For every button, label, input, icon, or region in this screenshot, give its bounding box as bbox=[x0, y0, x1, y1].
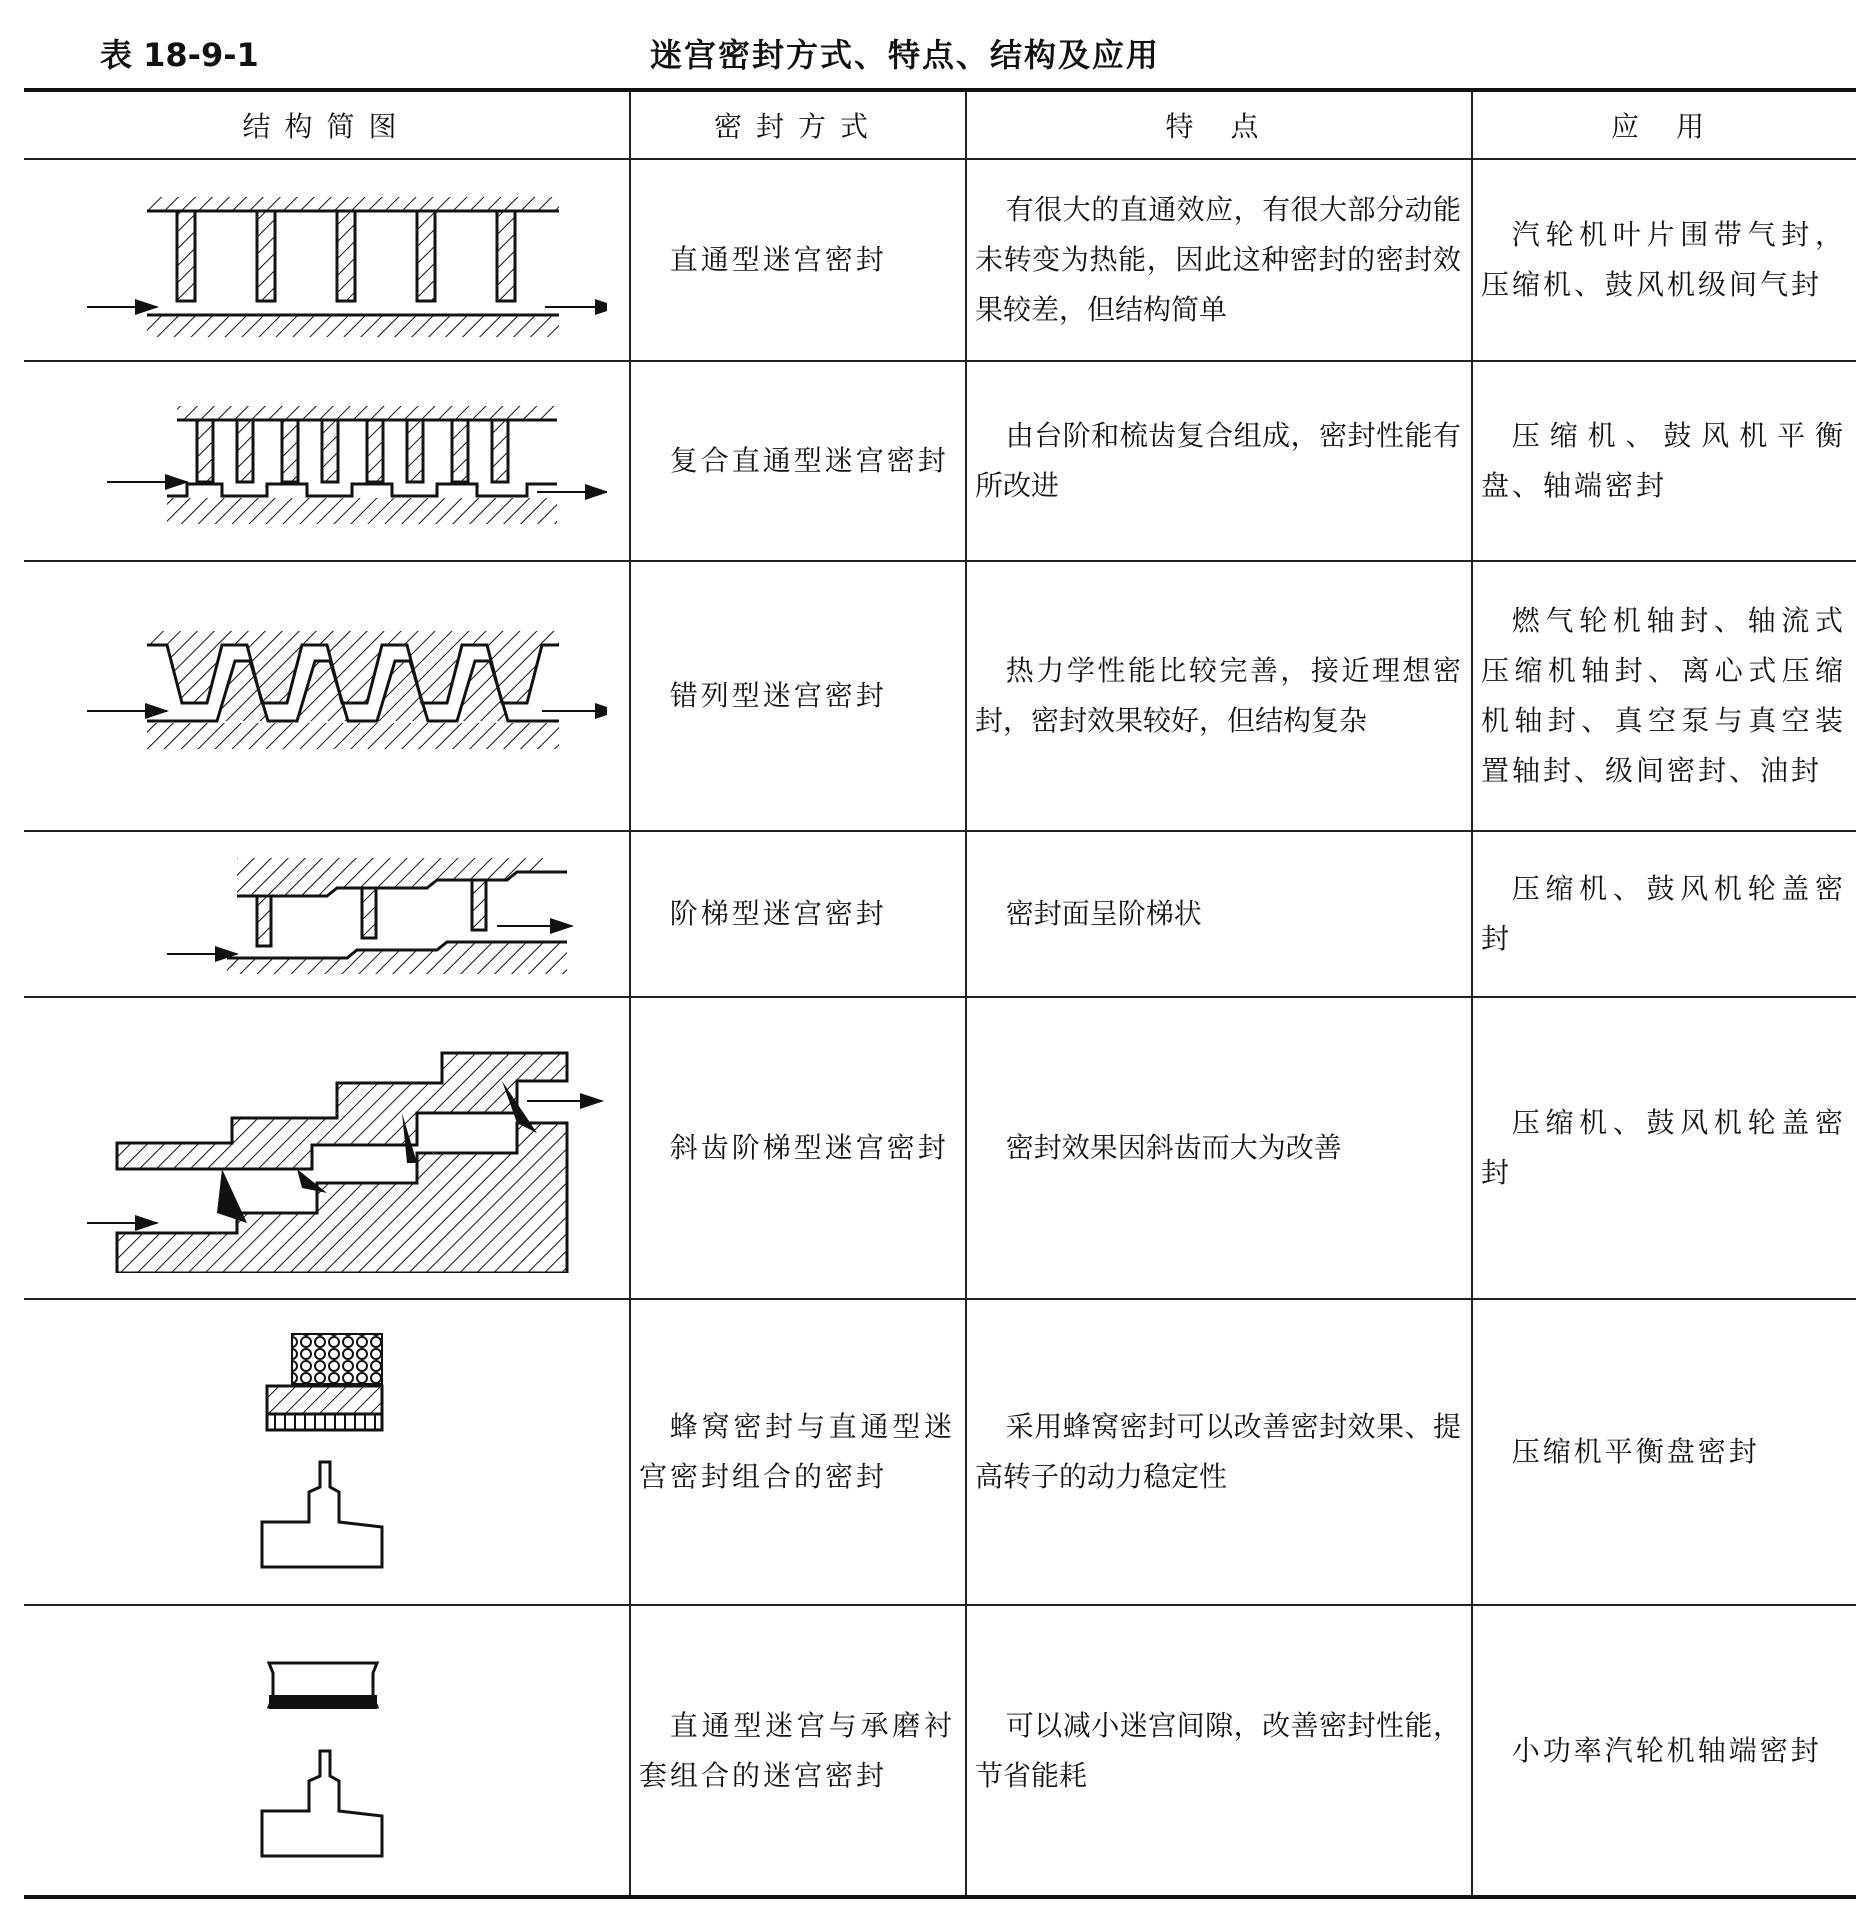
slant-tooth-stepped-labyrinth-diagram bbox=[47, 1023, 607, 1273]
table-row bbox=[24, 561, 1856, 831]
header-method: 密封方式 bbox=[630, 90, 966, 159]
table-row bbox=[24, 159, 1856, 361]
diagram-cell bbox=[24, 997, 630, 1299]
diagram-cell bbox=[24, 1299, 630, 1605]
features-cell: 热力学性能比较完善，接近理想密封，密封效果较好，但结构复杂 bbox=[966, 561, 1472, 831]
table-title: 迷宫密封方式、特点、结构及应用 bbox=[650, 36, 1161, 74]
features-cell: 采用蜂窝密封可以改善密封效果、提高转子的动力稳定性 bbox=[966, 1299, 1472, 1605]
diagram-cell bbox=[24, 361, 630, 561]
table-row bbox=[24, 831, 1856, 997]
method-cell: 错列型迷宫密封 bbox=[630, 561, 966, 831]
features-cell: 可以减小迷宫间隙，改善密封性能，节省能耗 bbox=[966, 1605, 1472, 1897]
method-cell: 直通型迷宫与承磨衬套组合的迷宫密封 bbox=[630, 1605, 966, 1897]
method-cell: 阶梯型迷宫密封 bbox=[630, 831, 966, 997]
application-cell: 小功率汽轮机轴端密封 bbox=[1472, 1605, 1856, 1897]
table-row bbox=[24, 997, 1856, 1299]
header-application: 应 用 bbox=[1472, 90, 1856, 159]
features-cell: 密封面呈阶梯状 bbox=[966, 831, 1472, 997]
method-cell: 蜂窝密封与直通型迷宫密封组合的密封 bbox=[630, 1299, 966, 1605]
diagram-cell bbox=[24, 159, 630, 361]
method-cell: 复合直通型迷宫密封 bbox=[630, 361, 966, 561]
diagram-cell bbox=[24, 831, 630, 997]
staggered-labyrinth-diagram bbox=[47, 611, 607, 781]
table-row bbox=[24, 361, 1856, 561]
application-cell: 压缩机、鼓风机平衡盘、轴端密封 bbox=[1472, 361, 1856, 561]
application-cell: 压缩机、鼓风机轮盖密封 bbox=[1472, 831, 1856, 997]
stepped-labyrinth-diagram bbox=[47, 844, 607, 984]
application-cell: 燃气轮机轴封、轴流式压缩机轴封、离心式压缩机轴封、真空泵与真空装置轴封、级间密封、油封 bbox=[1472, 561, 1856, 831]
diagram-cell bbox=[24, 561, 630, 831]
method-cell: 斜齿阶梯型迷宫密封 bbox=[630, 997, 966, 1299]
abradable-liner-labyrinth-diagram bbox=[47, 1621, 607, 1881]
labyrinth-seal-table bbox=[24, 88, 1856, 1899]
application-cell: 汽轮机叶片围带气封，压缩机、鼓风机级间气封 bbox=[1472, 159, 1856, 361]
diagram-cell bbox=[24, 1605, 630, 1897]
compound-straight-through-labyrinth-diagram bbox=[47, 386, 607, 536]
application-cell: 压缩机平衡盘密封 bbox=[1472, 1299, 1856, 1605]
table-row bbox=[24, 1299, 1856, 1605]
header-diagram: 结构简图 bbox=[24, 90, 630, 159]
application-cell: 压缩机、鼓风机轮盖密封 bbox=[1472, 997, 1856, 1299]
features-cell: 由台阶和梳齿复合组成，密封性能有所改进 bbox=[966, 361, 1472, 561]
table-caption bbox=[0, 30, 1874, 80]
table-number: 表 18-9-1 bbox=[100, 36, 259, 74]
table-header-row bbox=[24, 90, 1856, 159]
straight-through-labyrinth-diagram bbox=[47, 175, 607, 345]
table-row bbox=[24, 1605, 1856, 1897]
features-cell: 密封效果因斜齿而大为改善 bbox=[966, 997, 1472, 1299]
method-cell: 直通型迷宫密封 bbox=[630, 159, 966, 361]
header-features: 特 点 bbox=[966, 90, 1472, 159]
honeycomb-labyrinth-combination-diagram bbox=[47, 1312, 607, 1592]
features-cell: 有很大的直通效应，有很大部分动能未转变为热能，因此这种密封的密封效果较差，但结构简单 bbox=[966, 159, 1472, 361]
